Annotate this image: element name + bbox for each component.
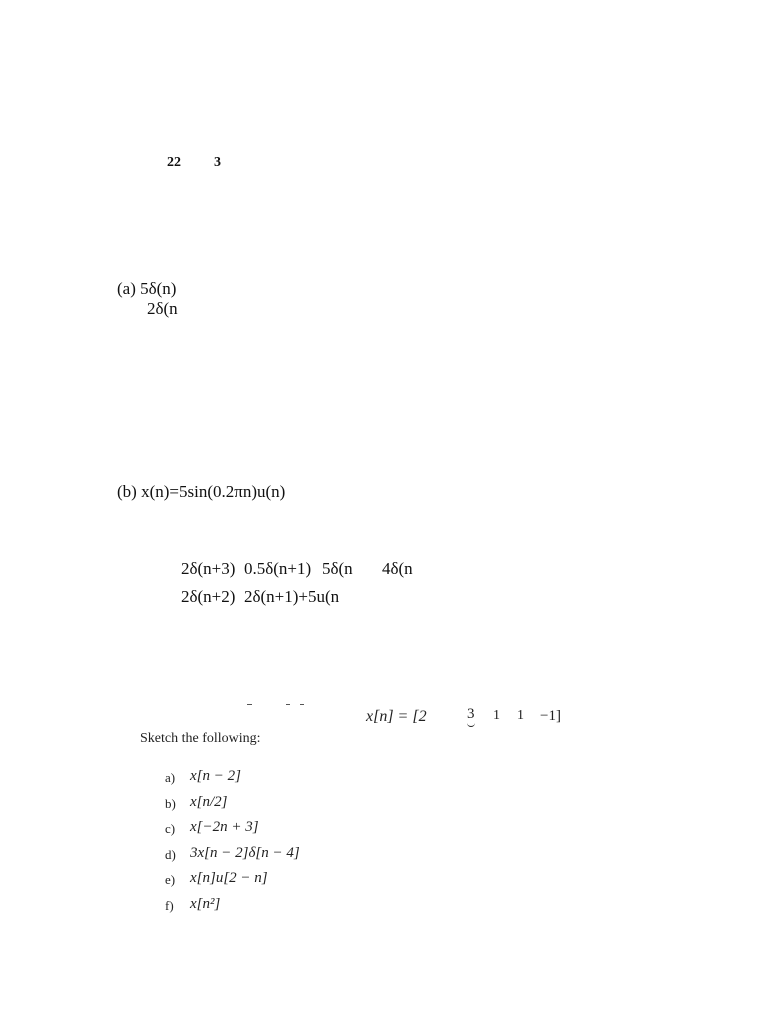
sequence-origin-marker: 3 xyxy=(467,706,475,722)
expr-row1-term4: 4δ(n xyxy=(382,559,413,578)
sequence-value-1b: 1 xyxy=(517,708,524,723)
sketch-item-label-e: e) xyxy=(165,872,176,887)
sketch-item-label-c: c) xyxy=(165,821,176,836)
sequence-value-3 xyxy=(467,706,475,723)
top-number-1: 22 xyxy=(167,155,181,170)
sketch-item-expr-d: 3x[n − 2]δ[n − 4] xyxy=(190,845,300,861)
sketch-item-expr-b: x[n/2] xyxy=(190,794,228,810)
scan-tick-2 xyxy=(286,704,290,705)
part-a-line-2: 2δ(n xyxy=(147,299,178,318)
sketch-item-expr-e: x[n]u[2 − n] xyxy=(190,870,268,886)
part-b-line-1: (b) x(n)=5sin(0.2πn)u(n) xyxy=(117,482,286,501)
expr-row1-term2: 0.5δ(n+1) xyxy=(244,559,312,578)
sketch-heading: Sketch the following: xyxy=(140,731,261,746)
sketch-item-label-b: b) xyxy=(165,796,176,811)
scan-tick-1 xyxy=(247,704,252,705)
expr-row2-term2: 2δ(n+1)+5u(n xyxy=(244,587,340,606)
sketch-item-label-a: a) xyxy=(165,770,176,785)
sketch-item-label-d: d) xyxy=(165,847,176,862)
sketch-item-expr-f: x[n²] xyxy=(190,896,221,912)
scan-tick-3 xyxy=(300,704,304,705)
part-a-line-1: (a) 5δ(n) xyxy=(117,279,177,298)
expr-row1-term3: 5δ(n xyxy=(322,559,353,578)
top-number-2: 3 xyxy=(214,155,221,170)
sketch-item-label-f: f) xyxy=(165,898,174,913)
expr-row2-term1: 2δ(n+2) xyxy=(181,587,236,606)
expr-row1-term1: 2δ(n+3) xyxy=(181,559,236,578)
sketch-item-expr-c: x[−2n + 3] xyxy=(190,819,259,835)
sequence-value-neg1: −1] xyxy=(540,708,561,724)
sequence-lhs: x[n] = [2 xyxy=(366,708,427,725)
sketch-item-expr-a: x[n − 2] xyxy=(190,768,241,784)
sequence-value-1a: 1 xyxy=(493,708,500,723)
